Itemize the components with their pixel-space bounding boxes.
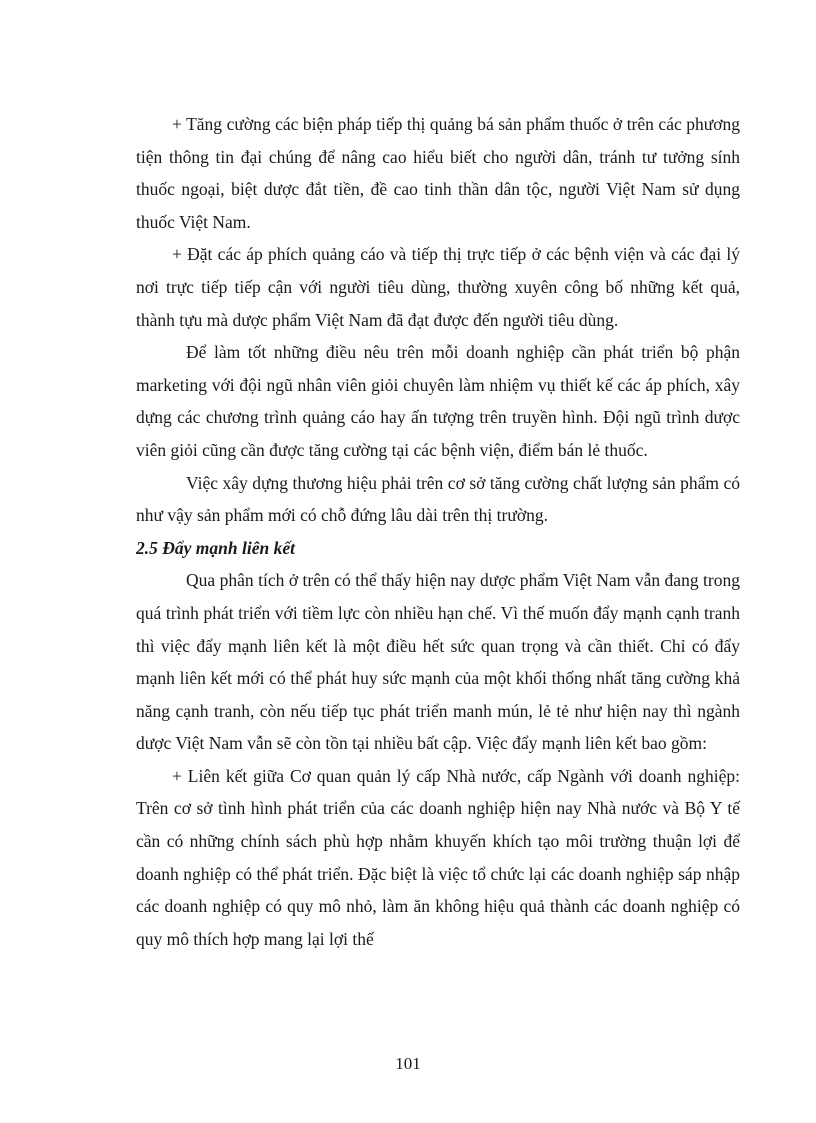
paragraph-bullet-posters: + Đặt các áp phích quảng cáo và tiếp thị trực tiếp ở các bệnh viện và các đại lý nơi trực tiếp tiếp cận với người tiêu dùng, thường xuyên công bố những kết quả, thành tựu mà dược phẩm Việt Nam đã đạt được đến người tiêu dùng. xyxy=(136,244,740,330)
paragraph-analysis: Qua phân tích ở trên có thể thấy hiện nay dược phẩm Việt Nam vẫn đang trong quá trình phát triển với tiềm lực còn nhiều hạn chế. Vì thế muốn đẩy mạnh cạnh tranh thì việc đẩy mạnh liên kết là một điều hết sức quan trọng và cần thiết. Chỉ có đẩy mạnh liên kết mới có thể phát huy sức mạnh của một khối thống nhất tăng cường khả năng cạnh tranh, còn nếu tiếp tục phát triển manh mún, lẻ tẻ như hiện nay thì ngành dược Việt Nam vẫn sẽ còn tồn tại nhiều bất cập. Việc đẩy mạnh liên kết bao gồm: xyxy=(136,570,740,754)
page-number: 101 xyxy=(395,1054,421,1073)
section-heading: 2.5 Đẩy mạnh liên kết xyxy=(136,537,295,558)
paragraph-marketing-department: Để làm tốt những điều nêu trên mỗi doanh nghiệp cần phát triển bộ phận marketing với đội ngũ nhân viên giỏi chuyên làm nhiệm vụ thiết kế các áp phích, xây dựng các chương trình quảng cáo hay ấn tượng trên truyền hình. Đội ngũ trình dược viên giỏi cũng cần được tăng cường tại các bệnh viện, điểm bán lẻ thuốc. xyxy=(136,342,740,460)
paragraph-bullet-marketing-media: + Tăng cường các biện pháp tiếp thị quảng bá sản phẩm thuốc ở trên các phương tiện thông tin đại chúng để nâng cao hiểu biết cho người dân, tránh tư tưởng sính thuốc ngoại, biệt dược đắt tiền, đề cao tinh thần dân tộc, người Việt Nam sử dụng thuốc Việt Nam. xyxy=(136,114,740,232)
paragraph-brand-building: Việc xây dựng thương hiệu phải trên cơ sở tăng cường chất lượng sản phẩm có như vậy sản phẩm mới có chỗ đứng lâu dài trên thị trường. xyxy=(136,472,740,526)
page-body xyxy=(136,108,740,955)
paragraph-bullet-linkage: + Liên kết giữa Cơ quan quản lý cấp Nhà nước, cấp Ngành với doanh nghiệp: Trên cơ sở tình hình phát triển của các doanh nghiệp hiện nay Nhà nước và Bộ Y tế cần có những chính sách phù hợp nhằm khuyến khích tạo môi trường thuận lợi để doanh nghiệp có thể phát triển. Đặc biệt là việc tổ chức lại các doanh nghiệp sáp nhập các doanh nghiệp có quy mô nhỏ, làm ăn không hiệu quả thành các doanh nghiệp có quy mô thích hợp mang lại lợi thế xyxy=(136,765,740,949)
